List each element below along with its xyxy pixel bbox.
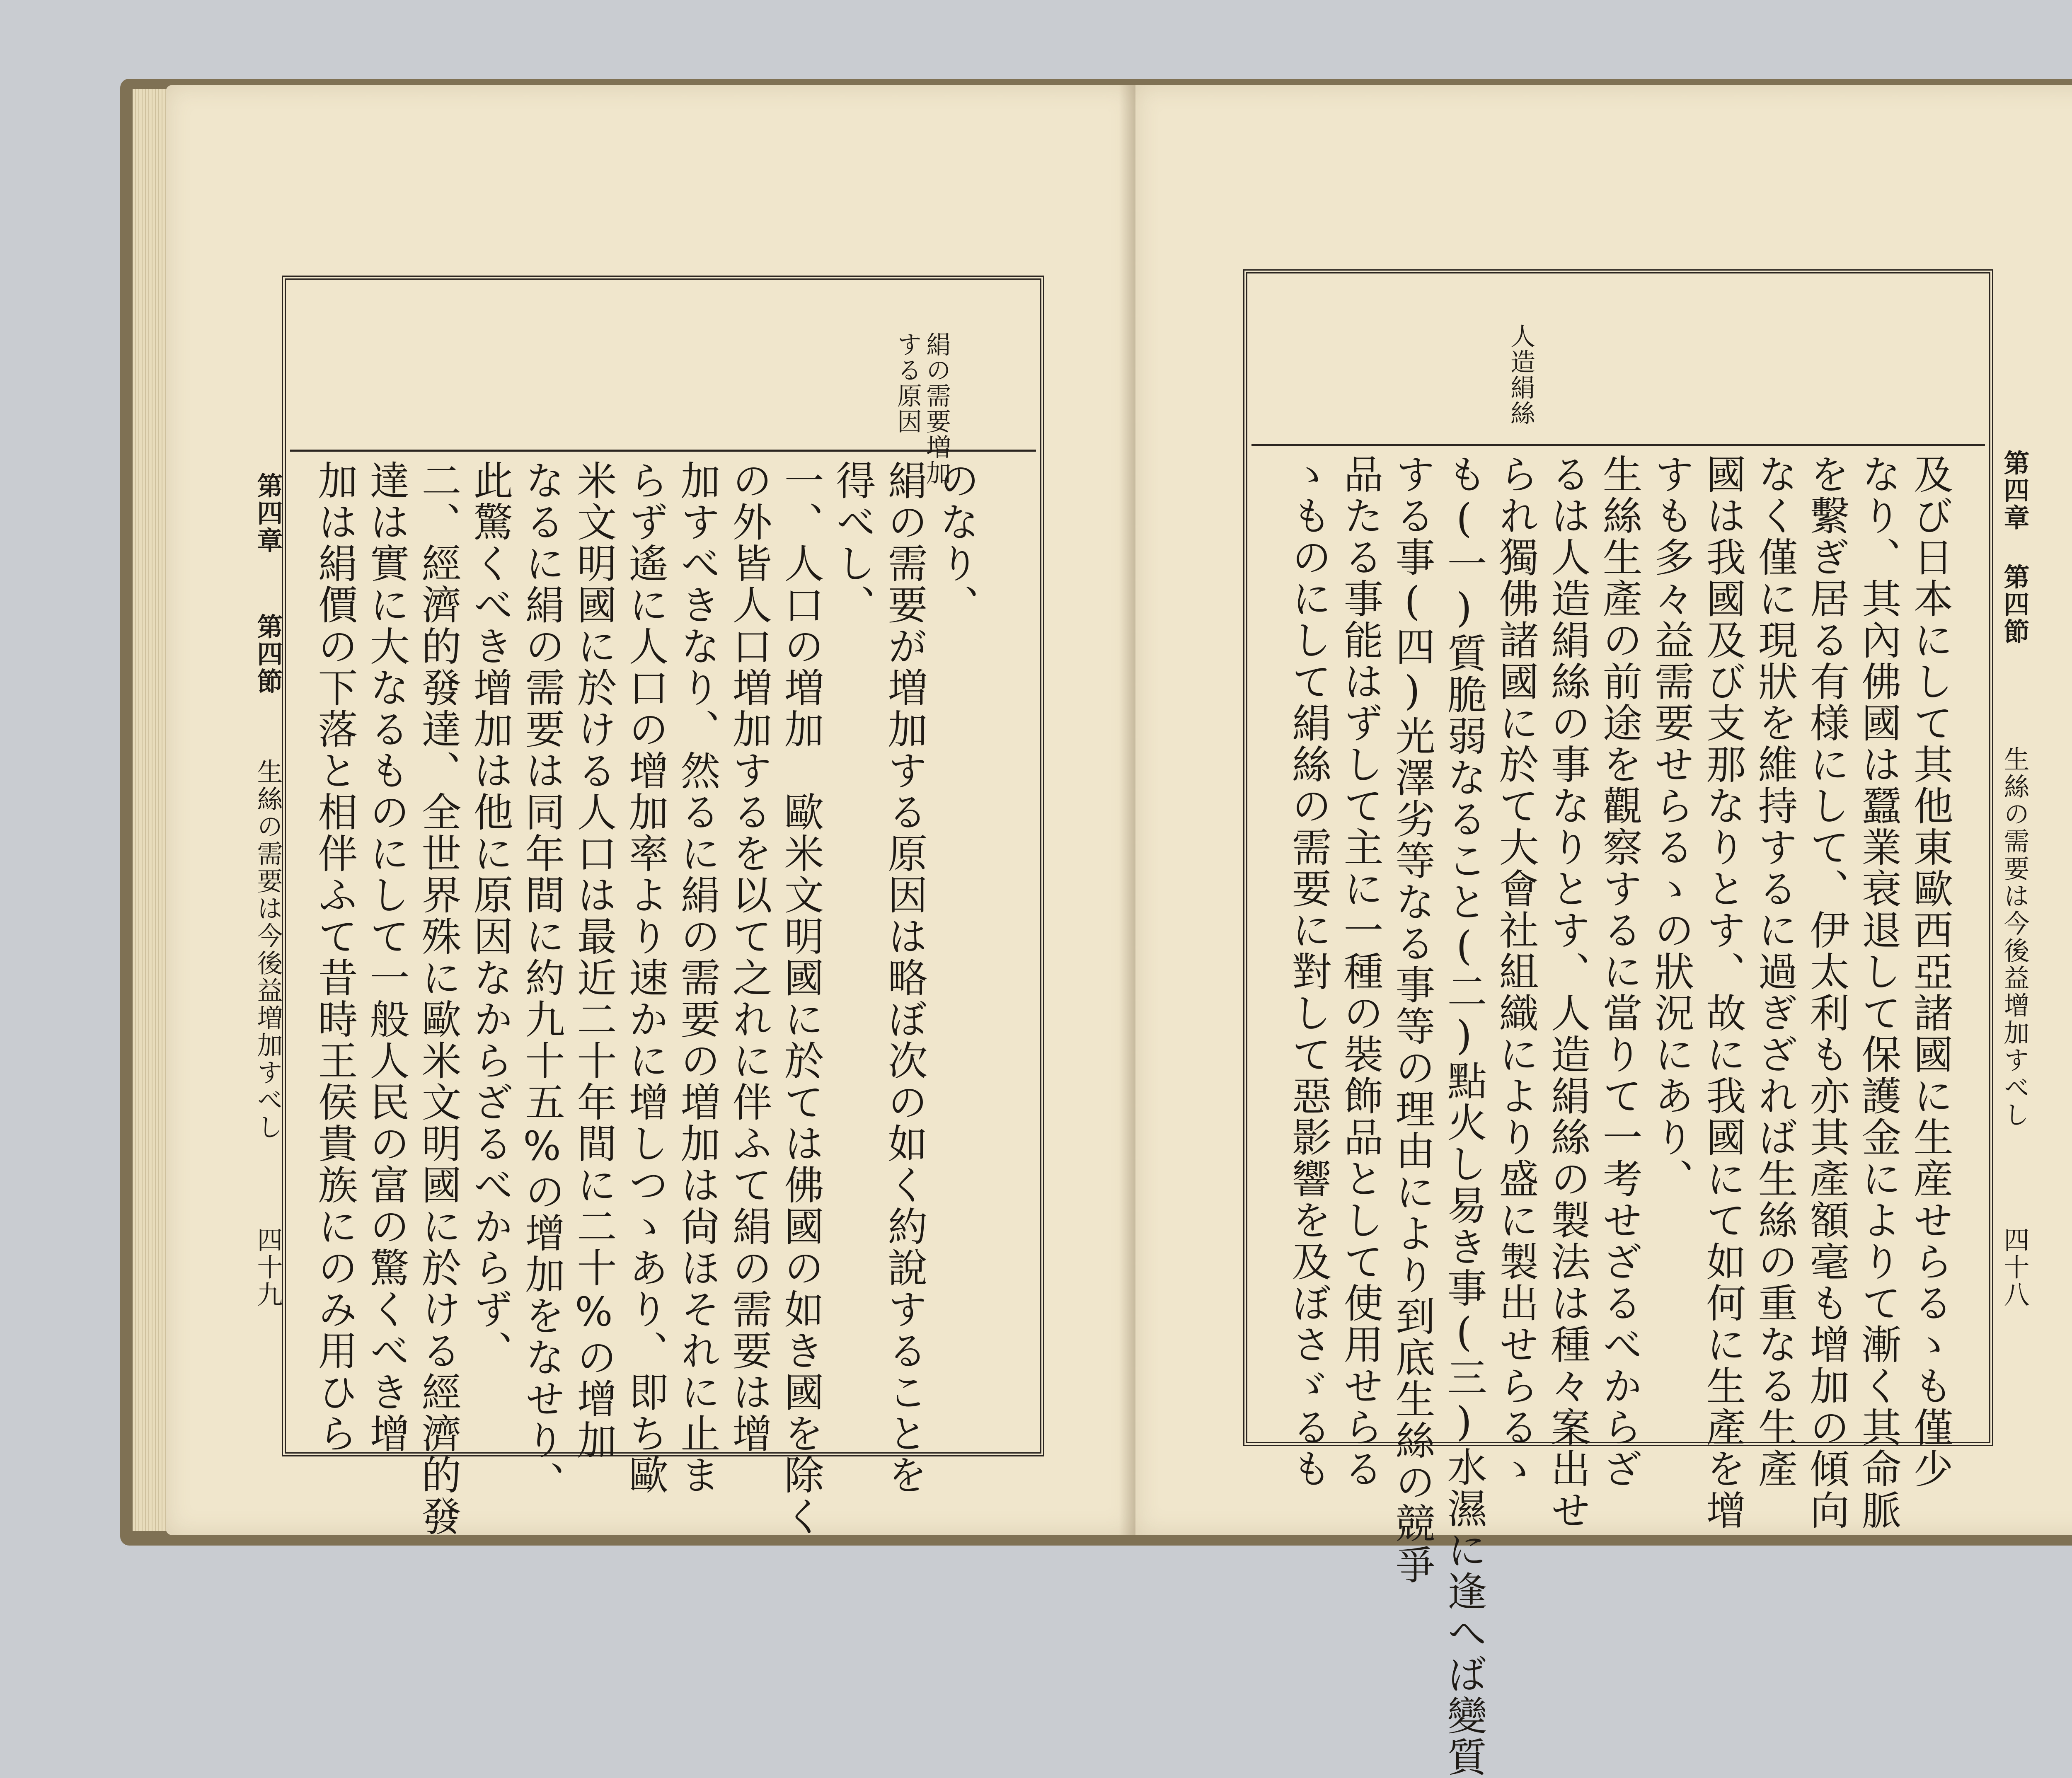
left-body-column-1: のなり、 <box>933 460 980 626</box>
right-body-column-7: 生絲生產の前途を觀察するに當りて一考せざるべからざ <box>1596 454 1643 1490</box>
right-body-column-6: すも多々益需要せらるゝの狀況にあり、 <box>1648 454 1694 1200</box>
right-body-column-11: する事(四)光澤劣等なる事等の理由により到底生絲の競爭 <box>1389 454 1435 1586</box>
left-page-number: 四十九 <box>253 1226 283 1309</box>
left-section-label: 第四節 <box>253 613 283 695</box>
left-body-column-7: らず遙に人口の增加率より速かに增しつゝあり、即ち歐 <box>622 460 669 1496</box>
left-margin-note-line-2: する原因 <box>893 331 922 434</box>
right-body-column-12: 品たる事能はずして主に一種の裝飾品として使用せらる <box>1337 454 1384 1490</box>
right-body-column-3: を繫ぎ居る有様にして、伊太利も亦其產額毫も增加の傾向 <box>1803 454 1850 1531</box>
left-body-column-12: 達は實に大なるものにして一般人民の富の驚くべき增 <box>363 460 410 1454</box>
right-body-column-8: るは人造絹絲の事なりとす、人造絹絲の製法は種々案出せ <box>1544 454 1591 1531</box>
right-body-column-5: 國は我國及び支那なりとす、故に我國にて如何に生產を增 <box>1700 454 1746 1531</box>
left-body-column-5: の外皆人口増加するを以て之れに伴ふて絹の需要は增 <box>726 460 772 1454</box>
left-running-title: 生絲の需要は今後益増加すべし <box>253 758 283 1141</box>
left-body-column-9: なるに絹の需要は同年間に約九十五%の增加をなせり、 <box>519 460 565 1502</box>
right-section-label: 第四節 <box>1999 564 2030 646</box>
right-body-column-2: なり、其內佛國は蠶業衰退して保護金によりて漸く其命脈 <box>1855 454 1902 1531</box>
right-body-column-10: も(一)質脆弱なること(二)點火し易き事(三)水濕に逢へば變質 <box>1441 454 1487 1778</box>
right-body-column-9: られ獨佛諸國に於て大會社組織により盛に製出せらるゝ <box>1493 454 1539 1490</box>
left-body-column-2: 絹の需要が増加する原因は略ぼ次の如く約說することを <box>881 460 928 1496</box>
left-margin-note-line-1: 絹の需要増加 <box>922 331 951 486</box>
right-chapter-label: 第四章 <box>1999 450 2030 532</box>
left-body-column-11: 二、經濟的發達、全世界殊に歐米文明國に於ける經濟的發 <box>415 460 462 1537</box>
left-body-column-4: 一、人口の増加 歐米文明國に於ては佛國の如き國を除く <box>778 460 824 1537</box>
right-body-column-1: 及び日本にして其他東歐西亞諸國に生産せらるゝも僅少 <box>1907 454 1953 1490</box>
left-body-column-6: 加すべきなり、然るに絹の需要の増加は尙ほそれに止ま <box>674 460 721 1496</box>
left-body-column-8: 米文明國に於ける人口は最近二十年間に二十%の增加 <box>571 460 617 1461</box>
left-chapter-label: 第四章 <box>253 472 283 554</box>
right-page-number: 四十八 <box>1999 1226 2030 1309</box>
right-margin-note: 人造絹絲 <box>1506 323 1535 426</box>
left-body-column-3: 得べし、 <box>830 460 876 626</box>
right-body-column-4: なく僅に現狀を維持するに過ぎざれば生絲の重なる生產 <box>1752 454 1798 1490</box>
page-edges-left <box>133 89 170 1531</box>
right-body-column-13: ゝものにして絹絲の需要に對して惡影響を及ぼさゞるも <box>1285 454 1332 1490</box>
left-body-column-13: 加は絹價の下落と相伴ふて昔時王侯貴族にのみ用ひら <box>312 460 358 1454</box>
right-margin-divider <box>1251 444 1985 446</box>
left-body-column-10: 此驚くべき增加は他に原因なからざるべからず、 <box>467 460 513 1372</box>
right-running-title: 生絲の需要は今後益增加すべし <box>1999 746 2030 1129</box>
